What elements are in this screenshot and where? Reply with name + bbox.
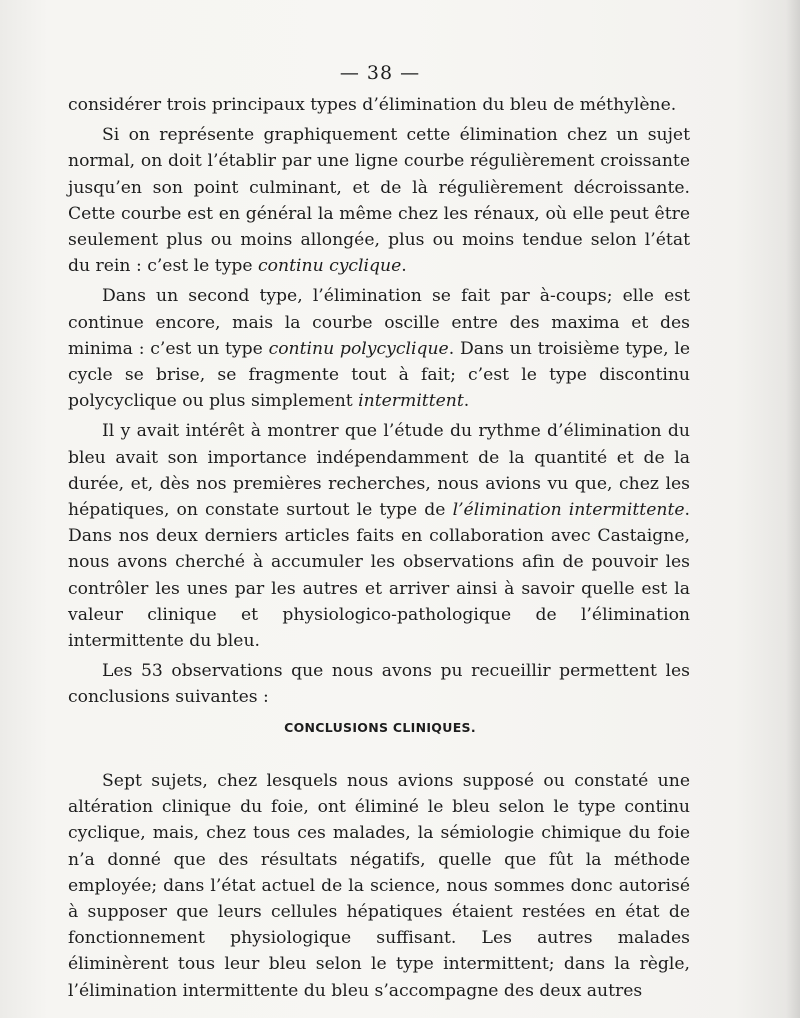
text-run: Si on représente graphiquement cette élimination chez un sujet normal, on doit l’établir par une ligne courbe régulièrement croissante jusqu’en son point culminant, et de là régulièrement décroissante. Cette courbe est en général la même chez les rénaux, où elle peut être seulement plus ou moins allongée, plus ou moins tendue selon l’état du rein : c’est le type <box>68 125 690 277</box>
paragraph <box>68 658 690 710</box>
body-text-lower <box>68 768 690 1004</box>
paragraph <box>68 92 690 118</box>
text-run: . Dans un troisième type, le cycle se brise, se fragmente tout à fait; c’est le type discontinu polycyclique ou plus simplement <box>68 338 691 412</box>
italic-text: continu polycyclique <box>268 338 449 359</box>
italic-text: l’élimination intermittente <box>452 500 685 521</box>
paragraph <box>68 768 690 1004</box>
text-run: . <box>401 256 407 277</box>
italic-text: continu cyclique <box>258 256 402 277</box>
italic-text: intermittent <box>358 391 464 412</box>
paragraph <box>68 122 690 279</box>
text-run: considérer trois principaux types d’élimination du bleu de méthylène. <box>68 95 677 115</box>
text-run: Les 53 observations que nous avons pu recueillir permettent les conclusions suivantes : <box>68 661 690 708</box>
page-number: — 38 — <box>339 62 421 84</box>
text-run: Il y avait intérêt à montrer que l’étude du rythme d’élimination du bleu avait son importance indépendamment de la quantité et de la durée, et, dès nos premières recherches, nous avions vu que, chez les hépatiques, on constate surtout le type de <box>68 421 690 521</box>
section-heading: CONCLUSIONS CLINIQUES. <box>284 720 476 735</box>
text-run: . <box>463 391 470 412</box>
page-edge-shadow <box>786 0 800 1018</box>
text-run: Sept sujets, chez lesquels nous avions supposé ou constaté une altération clinique du foie, ont éliminé le bleu selon le type continu cyclique, mais, chez tous ces malades, la sémiologie chimique du foie n’a donné que des résultats négatifs, quelle que fût la méthode employée; dans l’état actuel de la science, nous sommes donc autorisé à supposer que leurs cellules hépatiques étaient restées en état de fonctionnement physiologique suffisant. Les autres malades éliminèrent tous leur bleu selon le type intermittent; dans la règle, l’élimination intermittente du bleu s’accompagne des deux autres <box>68 771 690 1001</box>
paragraph <box>68 418 690 654</box>
body-text-upper <box>68 92 690 715</box>
paragraph <box>68 283 690 414</box>
text-run: . Dans nos deux derniers articles faits en collaboration avec Castaigne, nous avons cherché à accumuler les observations afin de pouvoir les contrôler les unes par les autres et arriver ainsi à savoir quelle est la valeur clinique et physiologico-pathologique de l’élimination intermittente du bleu. <box>68 500 690 652</box>
text-run: Dans un second type, l’élimination se fait par à-coups; elle est continue encore, mais la courbe oscille entre des maxima et des minima : c’est un type <box>68 286 690 359</box>
